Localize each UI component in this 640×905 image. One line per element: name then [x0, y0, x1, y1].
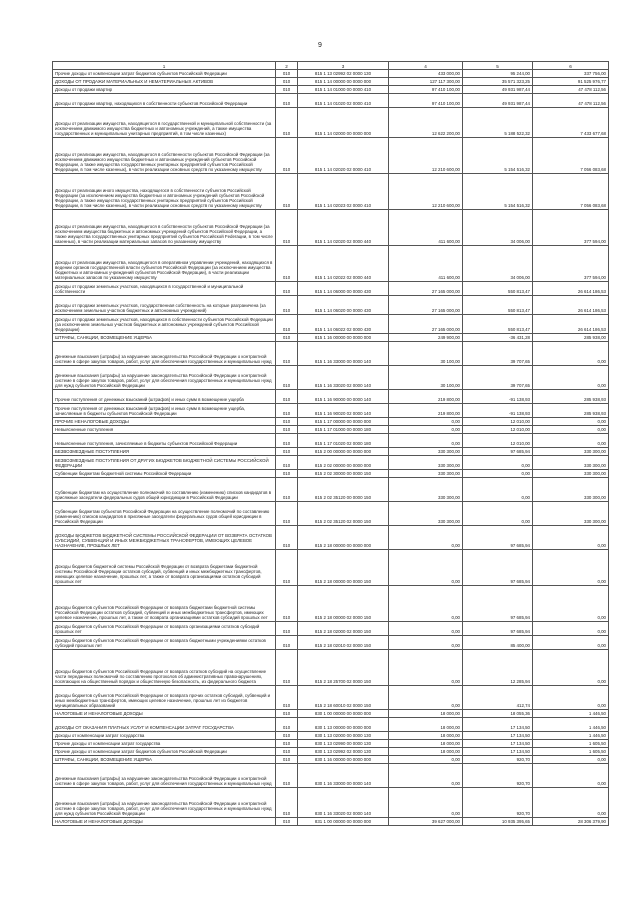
- cell-approved: 0,00: [389, 526, 463, 550]
- header-row: [53, 62, 609, 70]
- cell-budget-code: 815 2 18 60010 02 0000 150: [298, 686, 389, 710]
- cell-executed: 0,00: [463, 502, 533, 526]
- cell-approved: 411 600,00: [389, 210, 463, 246]
- cell-approved: 18 000,00: [389, 748, 463, 756]
- cell-executed: 18 055,36: [463, 710, 533, 718]
- cell-unexecuted: 0,00: [533, 764, 609, 788]
- cell-unexecuted: 0,00: [533, 622, 609, 636]
- table-row: [53, 732, 609, 740]
- cell-name: Доходы от компенсации затрат государства: [53, 732, 276, 740]
- cell-unexecuted: 0,00: [533, 686, 609, 710]
- cell-budget-code: 815 2 00 00000 00 0000 000: [298, 448, 389, 456]
- cell-name: ДОХОДЫ БЮДЖЕТОВ БЮДЖЕТНОЙ СИСТЕМЫ РОССИЙСКОЙ ФЕДЕРАЦИИ ОТ ВОЗВРАТА ОСТАТКОВ СУБСИДИЙ, СУБВЕНЦИЙ И ИНЫХ МЕЖБЮДЖЕТНЫХ ТРАНСФЕРТОВ, ИМЕЮЩИХ ЦЕЛЕВОЕ НАЗНАЧЕНИЕ, ПРОШЛЫХ ЛЕТ: [53, 526, 276, 550]
- cell-unexecuted: 330 300,00: [533, 448, 609, 456]
- cell-name: Субвенции бюджетам субъектов Российской Федерации на осуществление полномочий по составлению (изменению) списков кандидатов в присяжные заседатели федеральных судов общей юрисдикции в Российской Федерации: [53, 502, 276, 526]
- cell-unexecuted: 285 938,00: [533, 334, 609, 342]
- cell-budget-code: 815 1 14 06022 02 0000 430: [298, 315, 389, 334]
- cell-executed: 17 134,50: [463, 732, 533, 740]
- cell-approved: 0,00: [389, 788, 463, 818]
- cell-name: ДОХОДЫ ОТ ОКАЗАНИЯ ПЛАТНЫХ УСЛУГ И КОМПЕНСАЦИИ ЗАТРАТ ГОСУДАРСТВА: [53, 718, 276, 732]
- table-row: [53, 788, 609, 818]
- cell-budget-code: 830 1 00 00000 00 0000 000: [298, 710, 389, 718]
- cell-approved: 330 300,00: [389, 448, 463, 456]
- cell-executed: 97 685,94: [463, 448, 533, 456]
- cell-approved: 0,00: [389, 686, 463, 710]
- cell-executed: 0,00: [463, 478, 533, 502]
- cell-executed: 39 707,65: [463, 366, 533, 390]
- cell-executed: 920,70: [463, 764, 533, 788]
- cell-name: ШТРАФЫ, САНКЦИИ, ВОЗМЕЩЕНИЕ УЩЕРБА: [53, 756, 276, 764]
- cell-budget-code: 815 1 14 01000 00 0000 410: [298, 86, 389, 94]
- cell-budget-code: 815 2 18 00000 02 0000 150: [298, 586, 389, 622]
- cell-unexecuted: 0,00: [533, 550, 609, 586]
- cell-executed: 49 931 987,44: [463, 86, 533, 94]
- cell-budget-code: 815 2 18 00000 00 0000 150: [298, 550, 389, 586]
- cell-name: БЕЗВОЗМЕЗДНЫЕ ПОСТУПЛЕНИЯ ОТ ДРУГИХ БЮДЖЕТОВ БЮДЖЕТНОЙ СИСТЕМЫ РОССИЙСКОЙ ФЕДЕРАЦИИ: [53, 456, 276, 470]
- cell-unexecuted: 330 300,00: [533, 478, 609, 502]
- cell-executed: 34 006,00: [463, 210, 533, 246]
- cell-name: Доходы от реализации иного имущества, находящегося в собственности субъектов Российской Федерации (за исключением имущества бюджетных и автономных учреждений субъектов Российской Федерации, а также имущества государственных унитарных предприятий субъектов Российской Федерации, в том числе казенных), в части реализации основных средств по указанному имуществу: [53, 174, 276, 210]
- cell-unexecuted: 7 056 083,68: [533, 174, 609, 210]
- cell-budget-code: 815 1 16 90020 02 0000 140: [298, 404, 389, 418]
- cell-unexecuted: 377 594,00: [533, 210, 609, 246]
- cell-approved: 18 000,00: [389, 732, 463, 740]
- cell-name: Прочие доходы от компенсации затрат государства: [53, 740, 276, 748]
- table-body: [53, 70, 609, 826]
- table-row: [53, 710, 609, 718]
- cell-name: Прочие доходы от компенсации затрат бюджетов субъектов Российской Федерации: [53, 70, 276, 78]
- cell-budget-code: 830 1 16 33020 02 0000 140: [298, 788, 389, 818]
- table-row: [53, 478, 609, 502]
- cell-unexecuted: 0,00: [533, 426, 609, 434]
- cell-budget-code: 815 2 18 00000 00 0000 000: [298, 526, 389, 550]
- cell-line-code: 010: [276, 434, 298, 448]
- cell-name: Доходы от продажи земельных участков, находящихся в собственности субъектов Российской Федерации (за исключением земельных участков бюджетных и автономных учреждений субъектов Российской Федерации): [53, 315, 276, 334]
- cell-line-code: 010: [276, 282, 298, 296]
- table-row: [53, 686, 609, 710]
- cell-executed: 0,00: [463, 456, 533, 470]
- cell-unexecuted: 285 938,93: [533, 404, 609, 418]
- cell-name: Субвенции бюджетам на осуществление полномочий по составлению (изменению) списков кандидатов в присяжные заседатели федеральных судов общей юрисдикции в Российской Федерации: [53, 478, 276, 502]
- cell-budget-code: 815 2 18 25700 02 0000 150: [298, 650, 389, 686]
- cell-executed: 17 134,50: [463, 740, 533, 748]
- table-row: [53, 740, 609, 748]
- cell-line-code: 010: [276, 246, 298, 282]
- cell-name: Доходы бюджетов субъектов Российской Федерации от возврата организациями остатков субсидий прошлых лет: [53, 622, 276, 636]
- cell-name: Прочие доходы от компенсации затрат бюджетов субъектов Российской Федерации: [53, 748, 276, 756]
- cell-unexecuted: 377 594,00: [533, 246, 609, 282]
- cell-approved: 12 210 600,00: [389, 174, 463, 210]
- cell-line-code: 010: [276, 108, 298, 138]
- cell-approved: 219 800,00: [389, 390, 463, 404]
- cell-line-code: 010: [276, 210, 298, 246]
- column-header: 6: [533, 62, 609, 70]
- cell-approved: 97 410 100,00: [389, 86, 463, 94]
- table-row: [53, 718, 609, 732]
- cell-budget-code: 815 2 02 00000 00 0000 000: [298, 456, 389, 470]
- table-row: [53, 246, 609, 282]
- cell-line-code: 010: [276, 296, 298, 315]
- cell-budget-code: 830 1 16 00000 00 0000 000: [298, 756, 389, 764]
- cell-budget-code: 815 1 16 33020 02 0000 140: [298, 366, 389, 390]
- cell-approved: 30 100,00: [389, 366, 463, 390]
- cell-approved: 433 000,00: [389, 70, 463, 78]
- cell-executed: 12 010,00: [463, 418, 533, 426]
- cell-line-code: 010: [276, 586, 298, 622]
- cell-line-code: 010: [276, 718, 298, 732]
- cell-executed: 5 154 516,32: [463, 138, 533, 174]
- cell-executed: 550 813,47: [463, 296, 533, 315]
- cell-approved: 0,00: [389, 418, 463, 426]
- cell-line-code: 010: [276, 526, 298, 550]
- table-row: [53, 342, 609, 366]
- cell-executed: 34 006,00: [463, 246, 533, 282]
- cell-unexecuted: 0,00: [533, 756, 609, 764]
- cell-line-code: 010: [276, 710, 298, 718]
- cell-budget-code: 815 1 14 06020 00 0000 430: [298, 296, 389, 315]
- table-row: [53, 622, 609, 636]
- cell-line-code: 010: [276, 788, 298, 818]
- cell-unexecuted: 330 300,00: [533, 502, 609, 526]
- cell-name: Доходы от продажи квартир: [53, 86, 276, 94]
- cell-unexecuted: 26 614 186,53: [533, 296, 609, 315]
- cell-approved: 97 410 100,00: [389, 94, 463, 108]
- cell-name: Доходы бюджетов субъектов Российской Федерации от возврата остатков субсидий на осуществление части переданных полномочий по составлению протоколов об административных правонарушениях, посягающих на общественный порядок и общественную безопасность, из федерального бюджета: [53, 650, 276, 686]
- cell-executed: 12 285,94: [463, 650, 533, 686]
- cell-executed: 39 707,65: [463, 342, 533, 366]
- cell-executed: 920,70: [463, 756, 533, 764]
- cell-unexecuted: 1 605,50: [533, 740, 609, 748]
- cell-approved: 330 300,00: [389, 470, 463, 478]
- cell-approved: 18 000,00: [389, 710, 463, 718]
- cell-budget-code: 815 1 14 02023 02 0000 410: [298, 174, 389, 210]
- cell-budget-code: 830 1 13 02990 00 0000 130: [298, 740, 389, 748]
- table-row: [53, 550, 609, 586]
- table-row: [53, 282, 609, 296]
- cell-budget-code: 815 1 16 90000 00 0000 140: [298, 390, 389, 404]
- cell-executed: 17 134,50: [463, 718, 533, 732]
- cell-executed: -91 138,93: [463, 390, 533, 404]
- cell-approved: 0,00: [389, 550, 463, 586]
- cell-line-code: 010: [276, 342, 298, 366]
- cell-line-code: 010: [276, 86, 298, 94]
- table-row: [53, 756, 609, 764]
- cell-budget-code: 815 2 02 35120 02 0000 150: [298, 502, 389, 526]
- cell-executed: 550 813,47: [463, 315, 533, 334]
- cell-line-code: 010: [276, 636, 298, 650]
- cell-executed: 12 010,00: [463, 426, 533, 434]
- cell-budget-code: 815 2 02 35120 00 0000 150: [298, 478, 389, 502]
- cell-name: НАЛОГОВЫЕ И НЕНАЛОГОВЫЕ ДОХОДЫ: [53, 818, 276, 826]
- cell-unexecuted: 0,00: [533, 650, 609, 686]
- cell-name: НАЛОГОВЫЕ И НЕНАЛОГОВЫЕ ДОХОДЫ: [53, 710, 276, 718]
- cell-unexecuted: 1 446,50: [533, 710, 609, 718]
- cell-unexecuted: 330 300,00: [533, 456, 609, 470]
- cell-executed: 5 154 516,32: [463, 174, 533, 210]
- cell-executed: 10 935 395,65: [463, 818, 533, 826]
- cell-executed: 97 685,94: [463, 526, 533, 550]
- cell-line-code: 010: [276, 315, 298, 334]
- table-row: [53, 418, 609, 426]
- cell-budget-code: 830 1 13 00000 00 0000 000: [298, 718, 389, 732]
- cell-approved: 0,00: [389, 650, 463, 686]
- cell-line-code: 010: [276, 550, 298, 586]
- cell-line-code: 010: [276, 686, 298, 710]
- cell-executed: -91 138,93: [463, 404, 533, 418]
- table-row: [53, 502, 609, 526]
- cell-budget-code: 815 2 18 02000 02 0000 150: [298, 622, 389, 636]
- table-row: [53, 448, 609, 456]
- cell-budget-code: 815 1 14 02000 00 0000 000: [298, 108, 389, 138]
- cell-executed: 95 244,00: [463, 70, 533, 78]
- cell-line-code: 010: [276, 748, 298, 756]
- cell-name: Доходы от продажи земельных участков, государственная собственность на которые разграничена (за исключением земельных участков бюджетных и автономных учреждений): [53, 296, 276, 315]
- cell-line-code: 010: [276, 334, 298, 342]
- cell-budget-code: 815 1 14 02020 02 0000 440: [298, 210, 389, 246]
- cell-unexecuted: 330 300,00: [533, 470, 609, 478]
- cell-line-code: 010: [276, 174, 298, 210]
- cell-name: Доходы от продажи земельных участков, находящихся в государственной и муниципальной собственности: [53, 282, 276, 296]
- cell-approved: 330 300,00: [389, 478, 463, 502]
- cell-executed: 17 134,50: [463, 748, 533, 756]
- table-row: [53, 174, 609, 210]
- cell-unexecuted: 0,00: [533, 636, 609, 650]
- cell-executed: 412,74: [463, 686, 533, 710]
- cell-line-code: 010: [276, 622, 298, 636]
- cell-name: БЕЗВОЗМЕЗДНЫЕ ПОСТУПЛЕНИЯ: [53, 448, 276, 456]
- table-row: [53, 366, 609, 390]
- revenue-table: [52, 61, 609, 826]
- cell-budget-code: 815 2 18 02010 02 0000 150: [298, 636, 389, 650]
- cell-executed: 920,70: [463, 788, 533, 818]
- table-row: [53, 334, 609, 342]
- cell-executed: 97 685,94: [463, 622, 533, 636]
- table-row: [53, 70, 609, 78]
- cell-unexecuted: 0,00: [533, 788, 609, 818]
- cell-name: Доходы от реализации имущества, находящегося в государственной и муниципальной собственности (за исключением движимого имущества бюджетных и автономных учреждений, а также имущества государственных и муниципальных унитарных предприятий, в том числе казенных): [53, 108, 276, 138]
- cell-unexecuted: 1 446,50: [533, 732, 609, 740]
- table-row: [53, 748, 609, 756]
- cell-approved: 18 000,00: [389, 740, 463, 748]
- cell-line-code: 010: [276, 732, 298, 740]
- column-header: 1: [53, 62, 276, 70]
- cell-name: Доходы от реализации имущества, находящегося в собственности субъектов Российской Федерации (за исключением движимого имущества бюджетных и автономных учреждений субъектов Российской Федерации, а также имущества государственных унитарных предприятий субъектов Российской Федерации, в том числе казенных), в части реализации основных средств по указанному имуществу: [53, 138, 276, 174]
- table-row: [53, 86, 609, 94]
- cell-line-code: 010: [276, 756, 298, 764]
- cell-executed: 97 685,94: [463, 586, 533, 622]
- cell-unexecuted: 26 614 186,53: [533, 315, 609, 334]
- cell-executed: 12 010,00: [463, 434, 533, 448]
- cell-name: Денежные взыскания (штрафы) за нарушение законодательства Российской Федерации о контрактной системе в сфере закупок товаров, работ, услуг для обеспечения государственных и муниципальных нужд: [53, 342, 276, 366]
- cell-executed: 97 685,94: [463, 550, 533, 586]
- cell-unexecuted: 0,00: [533, 342, 609, 366]
- cell-executed: -36 431,28: [463, 334, 533, 342]
- cell-line-code: 010: [276, 448, 298, 456]
- cell-budget-code: 815 1 17 00000 00 0000 000: [298, 418, 389, 426]
- table-row: [53, 456, 609, 470]
- cell-approved: 0,00: [389, 586, 463, 622]
- cell-name: Доходы бюджетов субъектов Российской Федерации от возврата прочих остатков субсидий, субвенций и иных межбюджетных трансфертов, имеющих целевое назначение, прошлых лет из бюджетов муниципальных образований: [53, 686, 276, 710]
- table-row: [53, 818, 609, 826]
- table-row: [53, 526, 609, 550]
- cell-approved: 12 210 600,00: [389, 138, 463, 174]
- cell-approved: 411 600,00: [389, 246, 463, 282]
- cell-approved: 0,00: [389, 622, 463, 636]
- column-header: 3: [298, 62, 389, 70]
- table-row: [53, 296, 609, 315]
- cell-budget-code: 815 1 14 02022 02 0000 440: [298, 246, 389, 282]
- cell-line-code: 010: [276, 390, 298, 404]
- cell-budget-code: 830 1 13 02992 02 0000 130: [298, 748, 389, 756]
- cell-line-code: 010: [276, 740, 298, 748]
- cell-approved: 330 300,00: [389, 502, 463, 526]
- cell-line-code: 010: [276, 366, 298, 390]
- cell-line-code: 010: [276, 470, 298, 478]
- cell-name: ПРОЧИЕ НЕНАЛОГОВЫЕ ДОХОДЫ: [53, 418, 276, 426]
- table-row: [53, 470, 609, 478]
- cell-budget-code: 815 1 16 33000 00 0000 140: [298, 342, 389, 366]
- cell-line-code: 010: [276, 70, 298, 78]
- cell-budget-code: 815 1 16 00000 00 0000 000: [298, 334, 389, 342]
- cell-unexecuted: 26 614 186,53: [533, 282, 609, 296]
- cell-line-code: 010: [276, 418, 298, 426]
- table-row: [53, 426, 609, 434]
- cell-name: Невыясненные поступления: [53, 426, 276, 434]
- cell-executed: 35 571 323,25: [463, 78, 533, 86]
- cell-unexecuted: 0,00: [533, 366, 609, 390]
- cell-approved: 27 165 000,00: [389, 296, 463, 315]
- cell-approved: 18 000,00: [389, 718, 463, 732]
- table-row: [53, 650, 609, 686]
- cell-approved: 27 165 000,00: [389, 282, 463, 296]
- cell-line-code: 010: [276, 650, 298, 686]
- cell-unexecuted: 7 433 677,68: [533, 108, 609, 138]
- table-row: [53, 315, 609, 334]
- cell-unexecuted: 0,00: [533, 526, 609, 550]
- cell-line-code: 010: [276, 426, 298, 434]
- cell-name: Денежные взыскания (штрафы) за нарушение законодательства Российской Федерации о контрактной системе в сфере закупок товаров, работ, услуг для обеспечения государственных и муниципальных нужд: [53, 764, 276, 788]
- table-row: [53, 404, 609, 418]
- cell-approved: 330 300,00: [389, 456, 463, 470]
- cell-name: Доходы бюджетов субъектов Российской Федерации от возврата бюджетными учреждениями остатков субсидий прошлых лет: [53, 636, 276, 650]
- cell-line-code: 010: [276, 138, 298, 174]
- column-header: 2: [276, 62, 298, 70]
- cell-name: Доходы от реализации имущества, находящегося в собственности субъектов Российской Федерации (за исключением имущества бюджетных и автономных учреждений субъектов Российской Федерации, а также имущества государственных унитарных предприятий субъектов Российской Federации, в том числе казенных), в части реализации материальных запасов по указанному имуществу: [53, 210, 276, 246]
- cell-line-code: 010: [276, 78, 298, 86]
- cell-line-code: 010: [276, 456, 298, 470]
- cell-name: Доходы бюджетов субъектов Российской Федерации от возврата бюджетами бюджетной системы Российской Федерации остатков субсидий, субвенций и иных межбюджетных трансфертов, имеющих целевое назначение, прошлых лет, а также от возврата организациями остатков субсидий прошлых лет: [53, 586, 276, 622]
- table-row: [53, 78, 609, 86]
- cell-approved: 127 117 300,00: [389, 78, 463, 86]
- cell-line-code: 010: [276, 764, 298, 788]
- cell-approved: 30 100,00: [389, 342, 463, 366]
- cell-budget-code: 815 1 14 01020 02 0000 410: [298, 94, 389, 108]
- cell-approved: 0,00: [389, 434, 463, 448]
- cell-budget-code: 815 1 14 02020 02 0000 410: [298, 138, 389, 174]
- cell-unexecuted: 7 056 083,68: [533, 138, 609, 174]
- cell-budget-code: 815 1 14 00000 00 0000 000: [298, 78, 389, 86]
- table-row: [53, 210, 609, 246]
- table-row: [53, 586, 609, 622]
- cell-line-code: 010: [276, 404, 298, 418]
- cell-name: Доходы от реализации имущества, находящегося в оперативном управлении учреждений, находящихся в ведении органов государственной власти субъектов Российской Федерации (за исключением имущества бюджетных и автономных учреждений субъектов Российской Федерации), в части реализации материальных запасов по указанному имуществу: [53, 246, 276, 282]
- cell-name: Доходы бюджетов бюджетной системы Российской Федерации от возврата бюджетами бюджетной системы Российской Федерации остатков субсидий, субвенций и иных межбюджетных трансфертов, имеющих целевое назначение, прошлых лет, а также от возврата организациями остатков субсидий прошлых лет: [53, 550, 276, 586]
- cell-executed: 49 931 987,44: [463, 94, 533, 108]
- cell-approved: 39 627 000,00: [389, 818, 463, 826]
- cell-name: Невыясненные поступления, зачисляемые в бюджеты субъектов Российской Федерации: [53, 434, 276, 448]
- page-number: 9: [318, 42, 322, 49]
- cell-executed: 550 813,47: [463, 282, 533, 296]
- cell-line-code: 010: [276, 502, 298, 526]
- table-row: [53, 636, 609, 650]
- cell-approved: 12 622 200,00: [389, 108, 463, 138]
- column-header: 5: [463, 62, 533, 70]
- table-row: [53, 390, 609, 404]
- cell-approved: 219 800,00: [389, 404, 463, 418]
- cell-line-code: 010: [276, 478, 298, 502]
- cell-name: Доходы от продажи квартир, находящихся в собственности субъектов Российской Федерации: [53, 94, 276, 108]
- table-row: [53, 94, 609, 108]
- cell-unexecuted: 1 446,50: [533, 718, 609, 732]
- cell-name: Денежные взыскания (штрафы) за нарушение законодательства Российской Федерации о контрактной системе в сфере закупок товаров, работ, услуг для обеспечения государственных и муниципальных нужд для нужд субъектов Российской Федерации: [53, 366, 276, 390]
- cell-approved: 0,00: [389, 756, 463, 764]
- cell-line-code: 010: [276, 94, 298, 108]
- cell-approved: 0,00: [389, 764, 463, 788]
- cell-executed: 5 188 522,32: [463, 108, 533, 138]
- cell-budget-code: 815 2 02 30000 00 0000 150: [298, 470, 389, 478]
- table-row: [53, 138, 609, 174]
- cell-unexecuted: 337 756,00: [533, 70, 609, 78]
- cell-unexecuted: 1 605,50: [533, 748, 609, 756]
- cell-unexecuted: 0,00: [533, 418, 609, 426]
- table-row: [53, 764, 609, 788]
- cell-name: Прочие поступления от денежных взысканий (штрафов) и иных сумм в возмещение ущерба, зачисляемые в бюджеты субъектов Российской Федерации: [53, 404, 276, 418]
- cell-unexecuted: 0,00: [533, 586, 609, 622]
- cell-unexecuted: 91 525 976,77: [533, 78, 609, 86]
- cell-name: Денежные взыскания (штрафы) за нарушение законодательства Российской Федерации о контрактной системе в сфере закупок товаров, работ, услуг для обеспечения государственных и муниципальных нужд для нужд субъектов Российской Федерации: [53, 788, 276, 818]
- cell-name: ШТРАФЫ, САНКЦИИ, ВОЗМЕЩЕНИЕ УЩЕРБА: [53, 334, 276, 342]
- cell-budget-code: 831 1 00 00000 00 0000 000: [298, 818, 389, 826]
- cell-approved: 0,00: [389, 426, 463, 434]
- cell-unexecuted: 285 938,93: [533, 390, 609, 404]
- cell-executed: 0,00: [463, 470, 533, 478]
- cell-unexecuted: 47 478 112,56: [533, 94, 609, 108]
- cell-approved: 249 900,00: [389, 334, 463, 342]
- cell-approved: 0,00: [389, 636, 463, 650]
- cell-unexecuted: 47 478 112,56: [533, 86, 609, 94]
- cell-unexecuted: 28 306 379,90: [533, 818, 609, 826]
- column-header: 4: [389, 62, 463, 70]
- cell-approved: 27 165 000,00: [389, 315, 463, 334]
- table-row: [53, 434, 609, 448]
- cell-budget-code: 830 1 13 02000 00 0000 130: [298, 732, 389, 740]
- cell-budget-code: 815 1 17 01000 00 0000 180: [298, 426, 389, 434]
- cell-executed: 85 400,00: [463, 636, 533, 650]
- cell-budget-code: 815 1 14 06000 00 0000 430: [298, 282, 389, 296]
- cell-unexecuted: 0,00: [533, 434, 609, 448]
- cell-name: ДОХОДЫ ОТ ПРОДАЖИ МАТЕРИАЛЬНЫХ И НЕМАТЕРИАЛЬНЫХ АКТИВОВ: [53, 78, 276, 86]
- cell-line-code: 010: [276, 818, 298, 826]
- cell-name: Прочие поступления от денежных взысканий (штрафов) и иных сумм в возмещение ущерба: [53, 390, 276, 404]
- cell-budget-code: 830 1 16 33000 00 0000 140: [298, 764, 389, 788]
- cell-budget-code: 815 1 17 01020 02 0000 180: [298, 434, 389, 448]
- table-row: [53, 108, 609, 138]
- cell-budget-code: 815 1 13 02992 02 0000 130: [298, 70, 389, 78]
- cell-name: Субвенции бюджетам бюджетной системы Российской Федерации: [53, 470, 276, 478]
